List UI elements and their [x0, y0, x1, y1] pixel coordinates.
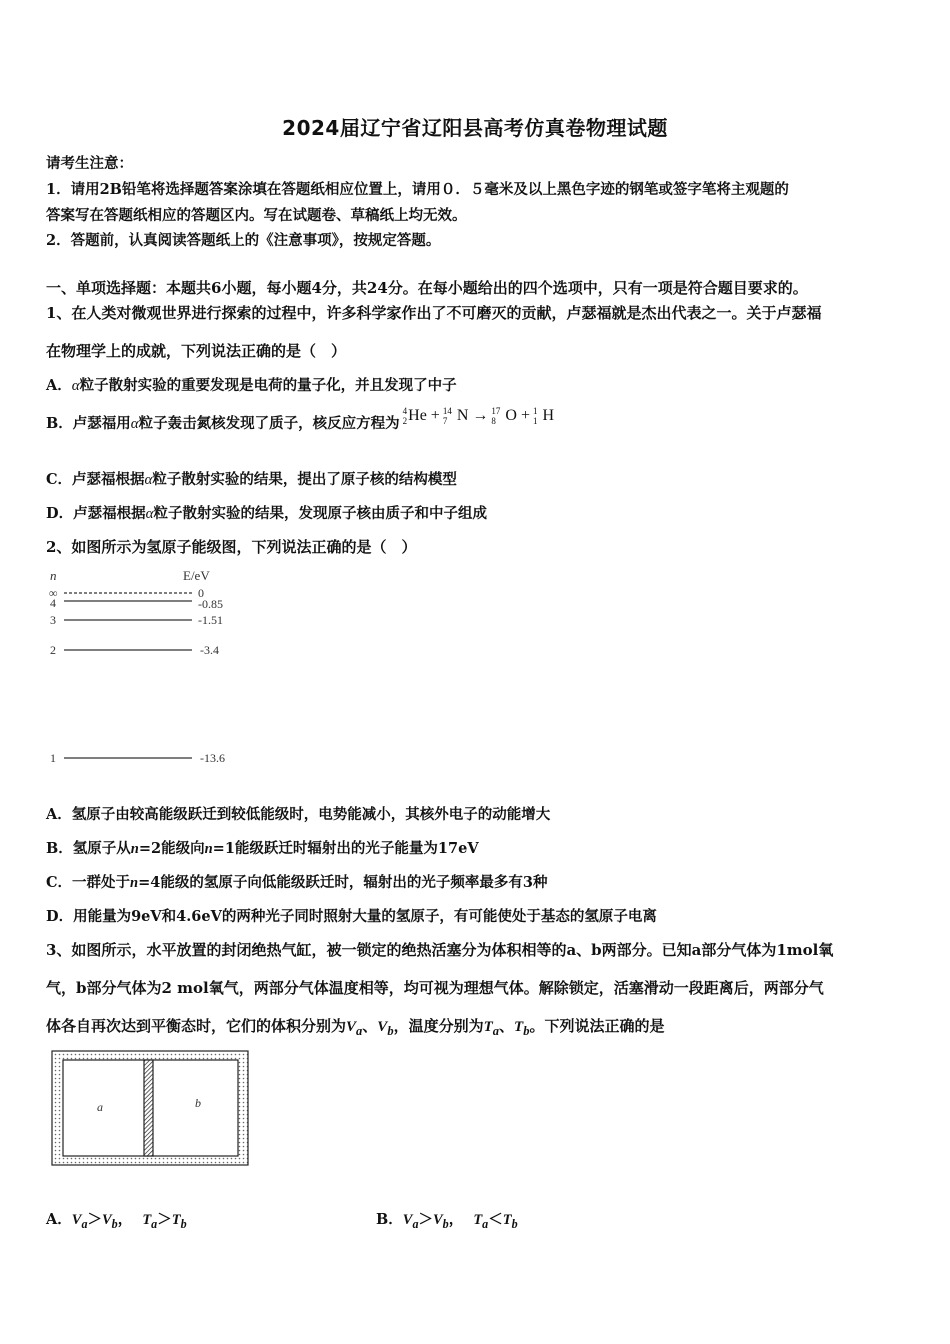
energy-level-diagram — [44, 566, 254, 772]
q3-stem-c: 体各自再次达到平衡态时，它们的体积分别为$V_a$、$V_b$，温度分别为$T_a$、$T_b$。下列说法正确的是 — [46, 1017, 665, 1038]
level-e-inf: 0 — [198, 586, 204, 600]
level-n-4: 4 — [50, 596, 56, 610]
n-axis-label: n — [50, 568, 57, 583]
q1-option-c: C．卢瑟福根据α粒子散射实验的结果，提出了原子核的结构模型 — [46, 471, 457, 488]
gas-cylinder-diagram — [50, 1049, 250, 1167]
q2-option-b: B．氢原子从n=2能级向n=1能级跃迁时辐射出的光子能量为17eV — [46, 840, 479, 857]
level-n-1: 1 — [50, 751, 56, 765]
q2-option-d: D．用能量为9eV和4.6eV的两种光子同时照射大量的氢原子，有可能使处于基态的氢原子电离 — [46, 908, 657, 925]
q1-stem-a: 1、在人类对微观世界进行探索的过程中，许多科学家作出了不可磨灭的贡献，卢瑟福就是杰出代表之一。关于卢瑟福 — [46, 304, 822, 322]
nuclear-equation: 4 2 He + 14 7 N → 17 8 O + 1 1 H — [402, 406, 555, 427]
chamber-b-label: b — [195, 1096, 201, 1110]
level-e-4: -0.85 — [198, 597, 223, 611]
q1-option-a: A．α粒子散射实验的重要发现是电荷的量子化，并且发现了中子 — [46, 377, 457, 394]
notice-item-1b: 答案写在答题纸相应的答题区内。写在试题卷、草稿纸上均无效。 — [46, 207, 467, 224]
q2-option-c: C．一群处于n=4能级的氢原子向低能级跃迁时，辐射出的光子频率最多有3种 — [46, 874, 548, 891]
section-heading: 一、单项选择题：本题共6小题，每小题4分，共24分。在每小题给出的四个选项中，只有一项是符合题目要求的。 — [46, 279, 808, 297]
q3-stem-b: 气，b部分气体为2 mol氧气，两部分气体温度相等，均可视为理想气体。解除锁定，活塞滑动一段距离后，两部分气 — [46, 979, 824, 997]
level-n-inf: ∞ — [49, 586, 58, 600]
notice-item-1a: 1．请用2B铅笔将选择题答案涂填在答题纸相应位置上，请用０．５毫米及以上黑色字迹的钢笔或签字笔将主观题的 — [46, 181, 789, 198]
level-n-2: 2 — [50, 643, 56, 657]
q2-option-a: A．氢原子由较高能级跃迁到较低能级时，电势能减小，其核外电子的动能增大 — [46, 806, 551, 823]
alpha-symbol: α — [144, 472, 153, 488]
q3-option-a: A．$V_a>V_b$， $T_a>T_b$ — [46, 1211, 187, 1231]
q3-stem-a: 3、如图所示，水平放置的封闭绝热气缸，被一锁定的绝热活塞分为体积相等的a、b两部分。已知a部分气体为1mol氧 — [46, 941, 834, 959]
notice-heading: 请考生注意： — [46, 155, 133, 172]
q1-option-d: D．卢瑟福根据α粒子散射实验的结果，发现原子核由质子和中子组成 — [46, 505, 487, 522]
chamber-a-label: a — [97, 1100, 103, 1114]
q3-option-b: B．$V_a>V_b$， $T_a<T_b$ — [376, 1211, 518, 1231]
level-n-3: 3 — [50, 613, 56, 627]
alpha-symbol: α — [130, 416, 139, 432]
alpha-symbol: α — [145, 506, 154, 522]
q1-stem-b: 在物理学上的成就，下列说法正确的是（ ） — [46, 342, 347, 360]
level-e-1: -13.6 — [200, 751, 225, 765]
notice-item-2: 2．答题前，认真阅读答题纸上的《注意事项》，按规定答题。 — [46, 232, 441, 249]
alpha-symbol: α — [71, 378, 80, 394]
level-e-2: -3.4 — [200, 643, 219, 657]
piston — [144, 1060, 153, 1156]
energy-axis-label: E/eV — [183, 568, 210, 583]
page-title: 2024届辽宁省辽阳县高考仿真卷物理试题 — [282, 116, 668, 140]
q2-stem: 2、如图所示为氢原子能级图，下列说法正确的是（ ） — [46, 538, 417, 556]
level-e-3: -1.51 — [198, 613, 223, 627]
q1-option-b: B．卢瑟福用α粒子轰击氮核发现了质子，核反应方程为 4 2 He + 14 7 N → 17 8 O + 1 1 H — [46, 406, 555, 432]
